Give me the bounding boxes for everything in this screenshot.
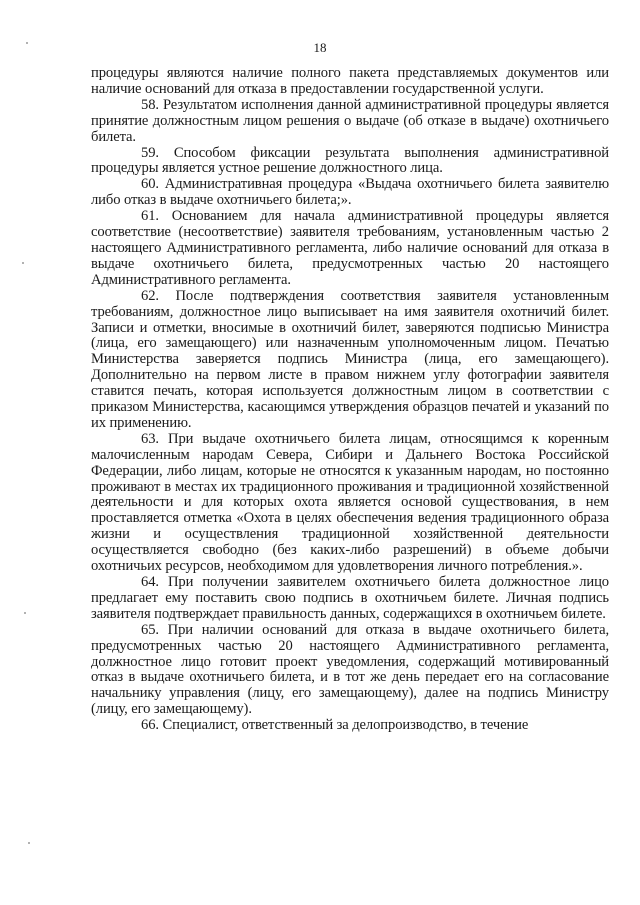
paragraph-60: 60. Административная процедура «Выдача охотничьего билета заявителю либо отказ в выдаче охотничьего билета;».	[91, 176, 609, 209]
scan-speck	[26, 42, 28, 44]
paragraph-65: 65. При наличии оснований для отказа в выдаче охотничьего билета, предусмотренных частью 20 настоящего Административного регламента, должностное лицо готовит проект уведомления, содержащий мотивированный отказ в выдаче охотничьего билета, и в тот же день передает его на согласование начальнику управления (лицу, его замещающему), далее на подпись Министру (лицу, его замещающему).	[91, 621, 609, 718]
paragraph-58: 58. Результатом исполнения данной административной процедуры является принятие должностным лицом решения о выдаче (об отказе в выдаче) охотничьего билета.	[91, 96, 609, 145]
paragraph-66: 66. Специалист, ответственный за делопроизводство, в течение	[141, 717, 529, 734]
paragraph-59: 59. Способом фиксации результата выполнения административной процедуры является устное решение должностного лица.	[91, 144, 609, 177]
scan-speck	[24, 612, 26, 614]
document-body	[91, 66, 609, 734]
paragraph-continuation: процедуры являются наличие полного пакета представляемых документов или наличие оснований для отказа в предоставлении государственной услуги.	[91, 65, 609, 97]
scan-speck	[22, 262, 24, 264]
paragraph-63: 63. При выдаче охотничьего билета лицам, относящимся к коренным малочисленным народам Севера, Сибири и Дальнего Востока Российской Федерации, либо лицам, которые не относятся к указанным народам, но постоянно проживают в местах их традиционного проживания и традиционной хозяйственной деятельности и для которых охота является основой существования, в нем проставляется отметка «Охота в целях обеспечения ведения традиционного образа жизни и осуществления традиционной хозяйственной деятельности осуществляется свободно (без каких-либо разрешений) в объеме добычи охотничьих ресурсов, необходимом для удовлетворения личного потребления.».	[91, 430, 609, 575]
paragraph-64: 64. При получении заявителем охотничьего билета должностное лицо предлагает ему поставить свою подпись в охотничьем билете. Личная подпись заявителя подтверждает правильность данных, содержащихся в охотничьем билете.	[91, 574, 609, 622]
paragraph-62: 62. После подтверждения соответствия заявителя установленным требованиям, должностное лицо выписывает на имя заявителя охотничий билет. Записи и отметки, вносимые в охотничий билет, заверяются подписью Министра (лица, его замещающего) или назначенным уполномоченным лицом. Печатью Министерства заверяется подпись Министра (лица, его замещающего). Дополнительно на первом листе в правом нижнем углу фотографии заявителя ставится печать, которая используется должностным лицом в соответствии с приказом Министерства, касающимся утверждения образцов печатей и указаний по их применению.	[91, 287, 609, 431]
scan-speck	[28, 842, 30, 844]
page-number: 18	[313, 40, 327, 55]
paragraph-61: 61. Основанием для начала административной процедуры является соответствие (несоответствие) заявителя требованиям, установленным частью 2 настоящего Административного регламента, либо наличие оснований для отказа в выдаче охотничьего билета, предусмотренных частью 20 настоящего Административного регламента.	[91, 208, 609, 288]
